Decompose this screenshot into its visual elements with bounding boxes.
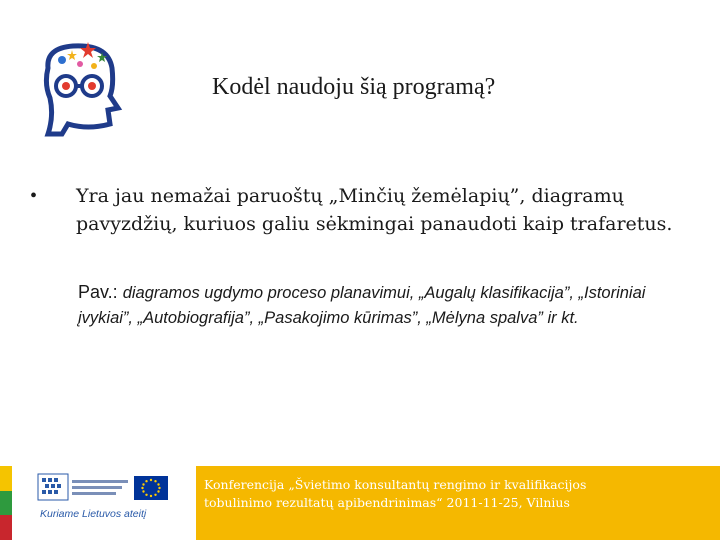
bullet-item (30, 182, 690, 238)
flag-stripes (0, 466, 12, 540)
bullet-text: Yra jau nemažai paruoštų „Minčių žemėlapių”, diagramų pavyzdžių, kuriuos galiu sėkmingai panaudoti kaip trafaretus. (76, 185, 673, 235)
footer-banner (196, 466, 720, 540)
conference-text (204, 476, 704, 512)
example-paragraph (78, 280, 658, 331)
conference-line-2: tobulinimo rezultatų apibendrinimas“ 2011-11-25, Vilnius (204, 495, 570, 510)
example-text: diagramos ugdymo proceso planavimui, „Augalų klasifikacija”, „Istoriniai įvykiai”, „Autobiografija”, „Pasakojimo kūrimas”, „Mėlyna spalva” ir kt. (78, 284, 646, 327)
stripe-green (0, 491, 12, 516)
example-prefix: Pav.: (78, 282, 123, 302)
stripe-yellow (0, 466, 12, 491)
ministry-logo-icon (36, 470, 132, 506)
stripe-red (0, 515, 12, 540)
slide-title: Kodėl naudoju šią programą? (212, 74, 496, 100)
partner-caption: Kuriame Lietuvos ateitį (40, 508, 147, 520)
eu-flag-icon (134, 476, 168, 500)
bullet-marker: • (30, 185, 38, 207)
head-with-stars-logo-icon (28, 38, 138, 138)
conference-line-1: Konferencija „Švietimo konsultantų rengimo ir kvalifikacijos (204, 477, 587, 492)
